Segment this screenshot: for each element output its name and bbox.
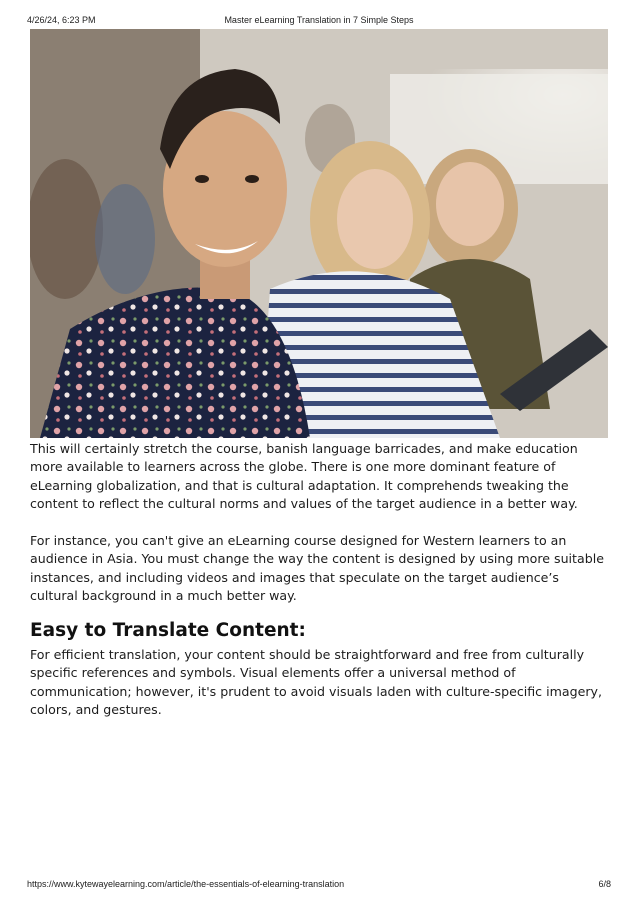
paragraph-cultural-adaptation: This will certainly stretch the course, banish language barricades, and make education more available to learners across the globe. There is one more dominant feature of eLearning globalization, and that is cultural adaptation. It comprehends tweaking the content to reflect the cultural norms and values of the target audience in a better way. — [30, 441, 578, 512]
paragraph-example: For instance, you can't give an eLearning course designed for Western learners to an audience in Asia. You must change the way the content is designed by using more suitable instances, and including videos and images that speculate on the target audience’s cultural background in a much better way. — [30, 533, 604, 604]
print-url: https://www.kytewayelearning.com/article/the-essentials-of-elearning-translation — [27, 879, 345, 889]
print-date: 4/26/24, 6:23 PM — [27, 15, 96, 25]
page-number: 6/8 — [598, 879, 611, 889]
print-page-title: Master eLearning Translation in 7 Simple Steps — [224, 15, 414, 25]
paragraph-easy-translate: For efficient translation, your content should be straightforward and free from culturally specific references and symbols. Visual elements offer a universal method of communication; however, it's prudent to avoid visuals laden with culture-specific imagery, colors, and gestures. — [30, 647, 602, 718]
article-photo — [30, 29, 608, 438]
section-heading: Easy to Translate Content: — [30, 620, 306, 641]
